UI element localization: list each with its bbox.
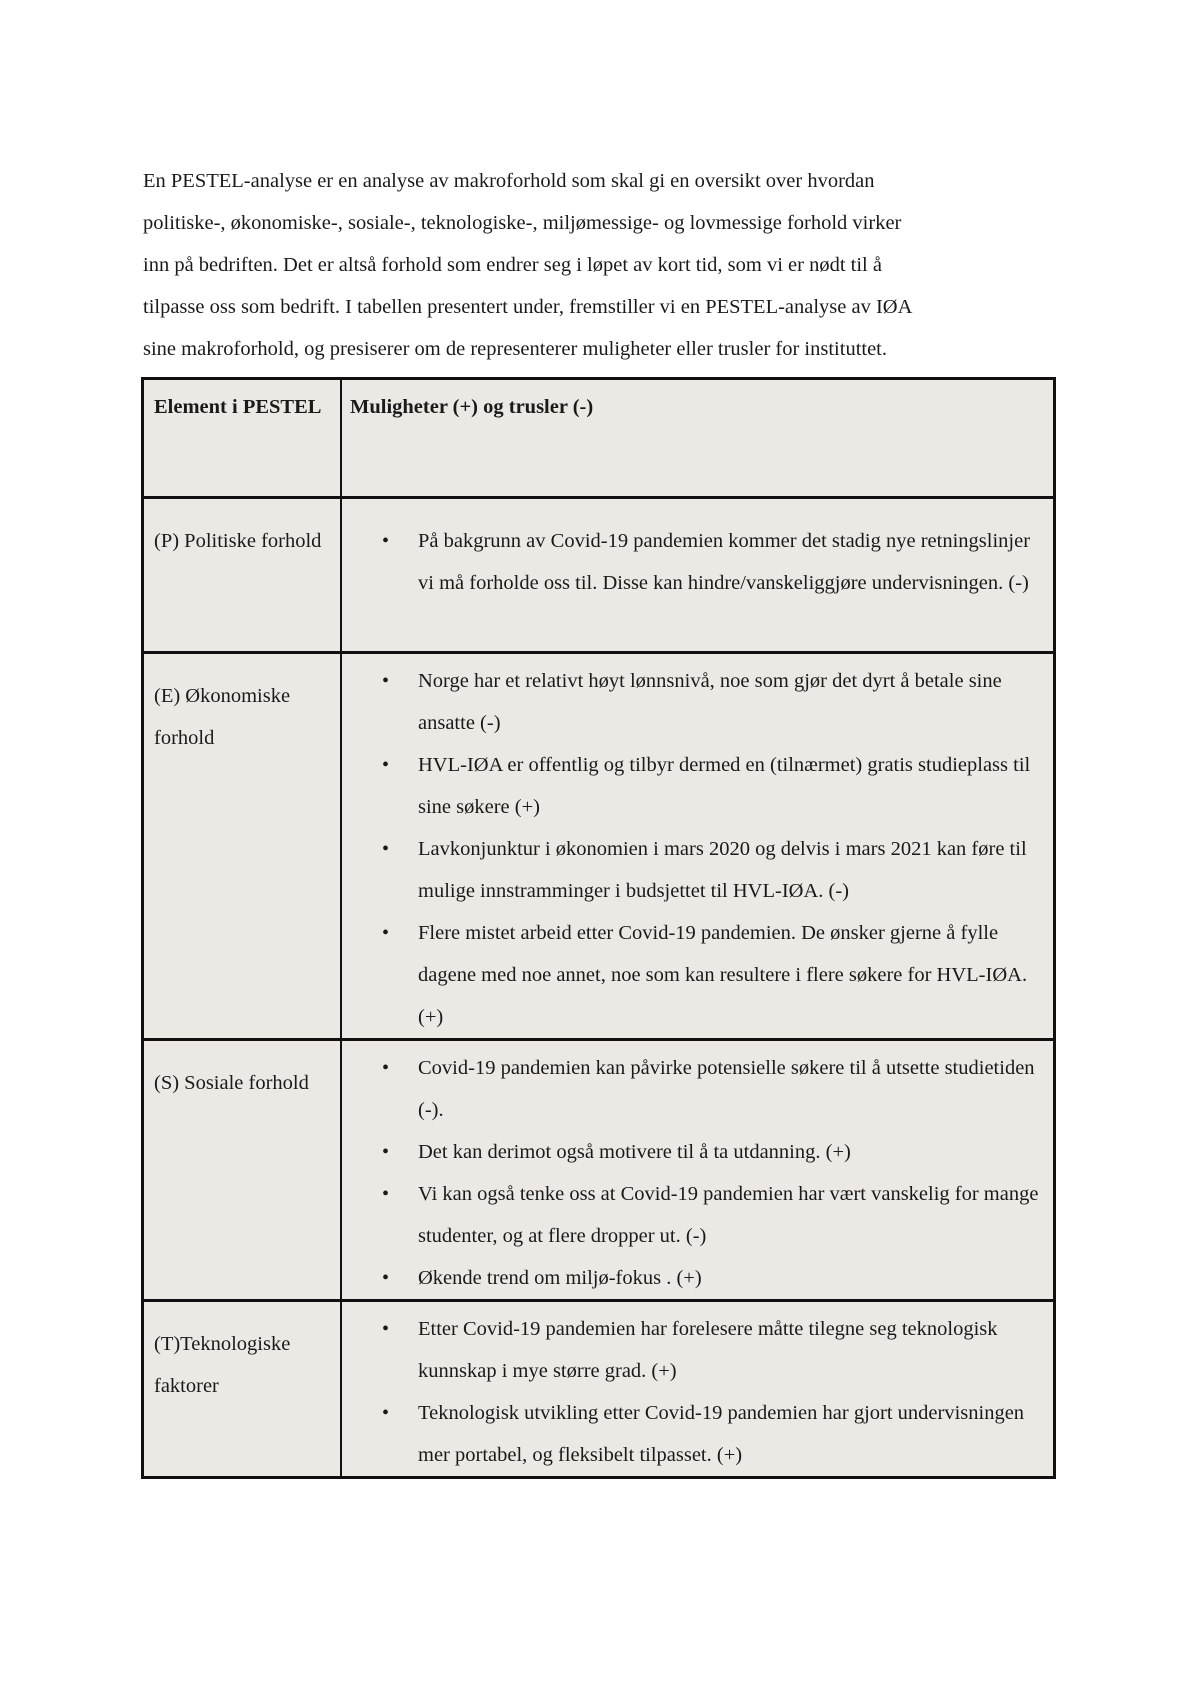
bullet-list xyxy=(348,520,1045,604)
element-cell: (S) Sosiale forhold xyxy=(143,1040,342,1301)
list-item xyxy=(348,1257,1045,1299)
item-text: Lavkonjunktur i økonomien i mars 2020 og delvis i mars 2021 kan føre til mulige innstramminger i budsjettet til HVL-IØA. (-) xyxy=(418,838,1027,902)
table-header-row xyxy=(143,379,1055,498)
bullet-icon: • xyxy=(382,754,390,776)
bullet-icon: • xyxy=(382,922,390,944)
bullet-icon: • xyxy=(382,838,390,860)
bullet-icon: • xyxy=(382,530,390,552)
table-row-political xyxy=(143,498,1055,653)
list-item xyxy=(348,1308,1045,1392)
item-text: Covid-19 pandemien kan påvirke potensielle søkere til å utsette studietiden (-). xyxy=(418,1057,1035,1121)
bullet-icon: • xyxy=(382,1402,390,1424)
table-row-technological xyxy=(143,1301,1055,1478)
bullet-icon: • xyxy=(382,670,390,692)
item-text: Flere mistet arbeid etter Covid-19 pandemien. De ønsker gjerne å fylle dagene med noe annet, noe som kan resultere i flere søkere for HVL-IØA. (+) xyxy=(418,922,1028,1028)
list-item xyxy=(348,1392,1045,1476)
item-text: Det kan derimot også motivere til å ta utdanning. (+) xyxy=(418,1141,851,1163)
list-item xyxy=(348,1047,1045,1131)
bullet-icon: • xyxy=(382,1267,390,1289)
pestel-table xyxy=(141,377,1056,1479)
intro-line: tilpasse oss som bedrift. I tabellen presentert under, fremstiller vi en PESTEL-analyse av IØA xyxy=(143,296,913,318)
list-item xyxy=(348,520,1045,604)
bullet-list xyxy=(348,1047,1045,1299)
list-item xyxy=(348,1173,1045,1257)
bullet-list xyxy=(348,1308,1045,1476)
item-text: Vi kan også tenke oss at Covid-19 pandemien har vært vanskelig for mange studenter, og at flere dropper ut. (-) xyxy=(418,1183,1039,1247)
bullet-icon: • xyxy=(382,1183,390,1205)
element-cell: (E) Økonomiske forhold xyxy=(143,653,342,1040)
item-text: Økende trend om miljø-fokus . (+) xyxy=(418,1267,702,1289)
intro-paragraph xyxy=(143,160,1073,370)
list-item xyxy=(348,1131,1045,1173)
bullet-icon: • xyxy=(382,1141,390,1163)
item-text: Norge har et relativt høyt lønnsnivå, noe som gjør det dyrt å betale sine ansatte (-) xyxy=(418,670,1002,734)
item-text: På bakgrunn av Covid-19 pandemien kommer det stadig nye retningslinjer vi må forholde oss til. Disse kan hindre/vanskeliggjøre undervisningen. (-) xyxy=(418,530,1031,594)
list-item xyxy=(348,744,1045,828)
table-row-economic xyxy=(143,653,1055,1040)
item-text: HVL-IØA er offentlig og tilbyr dermed en (tilnærmet) gratis studieplass til sine søkere (+) xyxy=(418,754,1031,818)
list-item xyxy=(348,828,1045,912)
intro-line: inn på bedriften. Det er altså forhold som endrer seg i løpet av kort tid, som vi er nødt til å xyxy=(143,254,882,276)
intro-line: En PESTEL-analyse er en analyse av makroforhold som skal gi en oversikt over hvordan xyxy=(143,170,875,192)
table-row-social xyxy=(143,1040,1055,1301)
intro-line: sine makroforhold, og presiserer om de representerer muligheter eller trusler for instituttet. xyxy=(143,338,888,360)
header-element: Element i PESTEL xyxy=(143,379,342,498)
element-cell: (P) Politiske forhold xyxy=(143,498,342,653)
bullet-list xyxy=(348,660,1045,1038)
intro-line: politiske-, økonomiske-, sosiale-, teknologiske-, miljømessige- og lovmessige forhold virker xyxy=(143,212,902,234)
element-cell: (T)Teknologiske faktorer xyxy=(143,1301,342,1478)
item-text: Teknologisk utvikling etter Covid-19 pandemien har gjort undervisningen mer portabel, og fleksibelt tilpasset. (+) xyxy=(418,1402,1025,1466)
header-opportunities-threats: Muligheter (+) og trusler (-) xyxy=(341,379,1055,498)
bullet-icon: • xyxy=(382,1318,390,1340)
item-text: Etter Covid-19 pandemien har forelesere måtte tilegne seg teknologisk kunnskap i mye større grad. (+) xyxy=(418,1318,998,1382)
bullet-icon: • xyxy=(382,1057,390,1079)
list-item xyxy=(348,912,1045,1038)
list-item xyxy=(348,660,1045,744)
